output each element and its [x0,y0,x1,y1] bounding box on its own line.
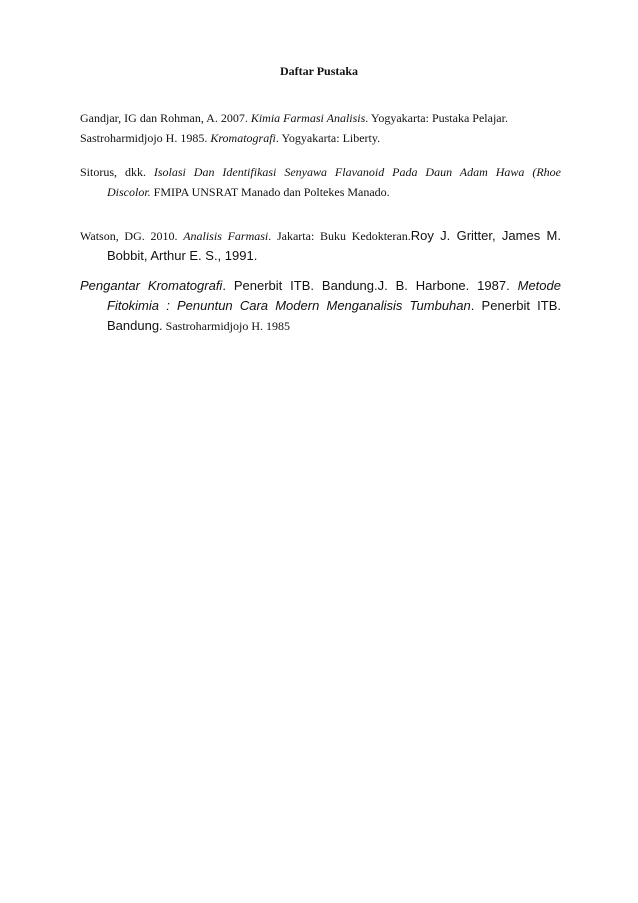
reference-authors: Watson, DG. 2010. [80,229,184,243]
reference-line [80,276,561,296]
reference-book-title-cont: Fitokimia : Penuntun Cara Modern Menganalisis Tumbuhan [107,298,471,313]
reference-line [80,226,561,246]
page-title: Daftar Pustaka [279,64,359,78]
reference-line: Bobbit, Arthur E. S., 1991. [107,248,258,263]
reference-publisher: . Penerbit ITB. [470,298,562,313]
reference-authors-next: Sastroharmidjojo H. 1985 [162,319,290,333]
reference-watson [80,226,561,266]
reference-publisher: FMIPA UNSRAT Manado dan Poltekes Manado. [150,185,390,199]
reference-sitorus [80,162,561,202]
reference-authors-next: Roy J. Gritter, James M. [410,228,561,243]
reference-publisher: . Yogyakarta: Liberty. [275,131,381,145]
reference-line [80,108,561,128]
reference-authors: Gandjar, IG dan Rohman, A. 2007. [80,111,251,125]
reference-line [80,296,561,316]
reference-book-title: Isolasi Dan Identifikasi Senyawa Flavanoid Pada Daun Adam Hawa (Rhoe [153,165,561,179]
reference-book-title-next: Metode [517,278,561,293]
reference-book-title: Kromatografi [210,131,276,145]
reference-book-title-cont: Discolor. [107,185,151,199]
reference-publisher: . Penerbit ITB. Bandung.J. B. Harbone. 1987. [222,278,518,293]
reference-line [80,182,561,202]
reference-line [80,128,561,148]
reference-authors: Sastroharmidjojo H. 1985. [80,131,211,145]
reference-book-title: Kimia Farmasi Analisis [250,111,366,125]
reference-publisher: . Jakarta: Buku Kedokteran. [268,229,411,243]
reference-publisher: . Yogyakarta: Pustaka Pelajar. [365,111,508,125]
reference-city: Bandung. [107,318,163,333]
reference-pengantar [80,276,561,336]
reference-book-title: Analisis Farmasi [183,229,269,243]
reference-sastroharmidjojo [80,128,561,148]
reference-book-title: Pengantar Kromatografi [80,278,223,293]
reference-authors: Sitorus, dkk. [80,165,154,179]
reference-gandjar [80,108,561,128]
reference-line [80,316,561,336]
reference-line [80,162,561,182]
